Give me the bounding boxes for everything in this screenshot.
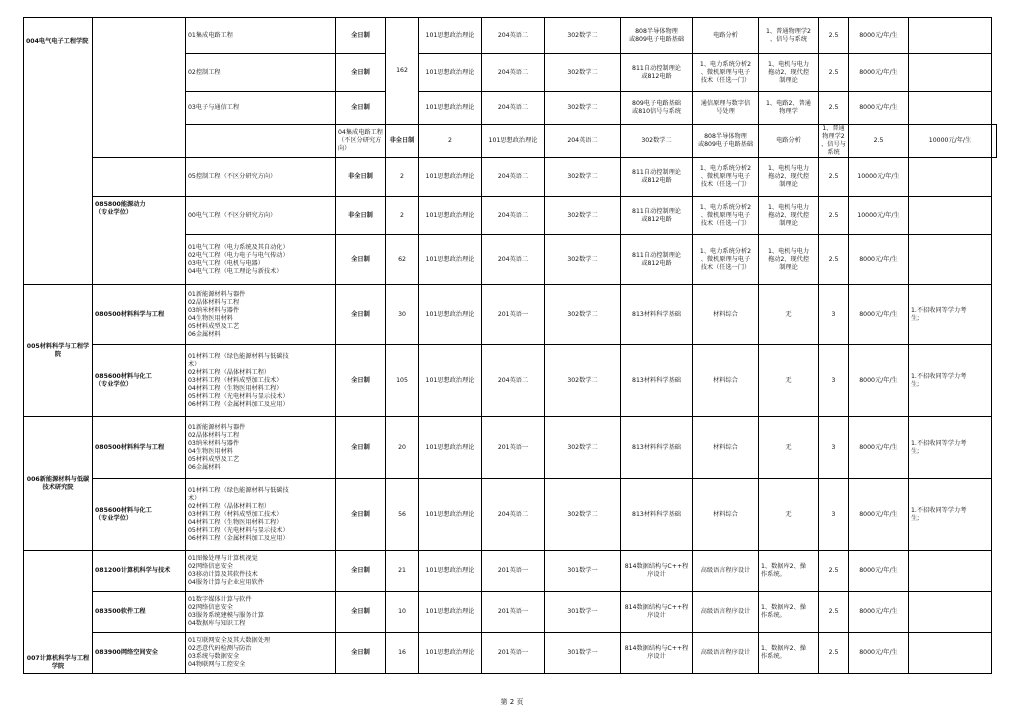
english-cell: 204英语二 xyxy=(482,197,545,235)
math-cell: 302数学二 xyxy=(621,125,693,158)
years-cell: 3 xyxy=(819,479,849,551)
table-row xyxy=(24,417,997,479)
politics-cell: 101思想政治理论 xyxy=(419,92,482,125)
page-number: 第 2 页 xyxy=(500,698,524,706)
english-cell: 204英语二 xyxy=(482,235,545,285)
specialty-cell: 814数据结构与C++程 序设计 xyxy=(621,551,693,592)
retest-cell: 1、电力系统分析2 、微机原理与电子 技术（任选一门） xyxy=(693,197,759,235)
english-cell: 204英语二 xyxy=(482,18,545,54)
years-cell: 2.5 xyxy=(819,18,849,54)
extra-test-cell: 1、电机与电力 拖动2、现代控 制理论 xyxy=(759,158,819,197)
politics-cell: 101思想政治理论 xyxy=(419,197,482,235)
direction-cell: 01图像处理与计算机视觉 02网络信息安全 03移动计算及其软件技术 04服务计算与企业应用软件 xyxy=(186,551,336,592)
quota-cell: 2 xyxy=(386,197,419,235)
politics-cell: 101思想政治理论 xyxy=(419,345,482,417)
direction-cell: 00电气工程（不区分研究方向） xyxy=(186,197,336,235)
quota-cell: 21 xyxy=(386,551,419,592)
math-cell: 302数学二 xyxy=(545,197,621,235)
quota-cell: 10 xyxy=(386,592,419,633)
major-cell: 081200计算机科学与技术 xyxy=(93,551,186,592)
tuition-cell: 10000元/年/生 xyxy=(909,125,992,158)
direction-cell: 04集成电路工程（不区分研究方向） xyxy=(336,125,386,158)
specialty-cell: 814数据结构与C++程 序设计 xyxy=(621,633,693,674)
note-cell xyxy=(909,592,992,633)
study-mode-cell: 全日制 xyxy=(336,345,386,417)
note-cell xyxy=(909,158,992,197)
major-cell xyxy=(93,54,186,158)
tuition-cell: 8000元/年/生 xyxy=(849,285,909,345)
quota-cell: 56 xyxy=(386,479,419,551)
years-cell: 2.5 xyxy=(819,197,849,235)
tuition-cell: 8000元/年/生 xyxy=(849,417,909,479)
table-row xyxy=(24,345,997,417)
politics-cell: 101思想政治理论 xyxy=(419,633,482,674)
table-row xyxy=(24,592,997,633)
retest-cell: 电路分析 xyxy=(693,18,759,54)
specialty-cell: 811自动控制理论 或812电路 xyxy=(621,158,693,197)
retest-cell: 高级语言程序设计 xyxy=(693,592,759,633)
english-cell: 201英语一 xyxy=(482,592,545,633)
specialty-cell: 808半导体物理 或809电子电路基础 xyxy=(693,125,759,158)
specialty-cell: 813材料科学基础 xyxy=(621,417,693,479)
direction-cell: 05控制工程（不区分研究方向） xyxy=(186,158,336,197)
table-row xyxy=(24,197,997,235)
specialty-cell: 809电子电路基础 或810信号与系统 xyxy=(621,92,693,125)
extra-test-cell: 无 xyxy=(759,417,819,479)
retest-cell: 通信原理与数字信 号处理 xyxy=(693,92,759,125)
major-cell: 085800能源动力 （专业学位） xyxy=(93,197,186,285)
tuition-cell: 8000元/年/生 xyxy=(849,18,909,54)
math-cell: 302数学二 xyxy=(545,417,621,479)
extra-test-cell: 1、电机与电力 拖动2、现代控 制理论 xyxy=(759,235,819,285)
direction-cell: 01电气工程（电力系统及其自动化） 02电气工程（电力电子与电气传动） 03电气工程（电机与电器） 04电气工程（电工理论与新技术） xyxy=(186,235,336,285)
specialty-cell: 811自动控制理论 或812电路 xyxy=(621,235,693,285)
tuition-cell: 10000元/年/生 xyxy=(849,158,909,197)
english-cell: 201英语一 xyxy=(482,551,545,592)
study-mode-cell: 全日制 xyxy=(336,92,386,125)
retest-cell: 材料综合 xyxy=(693,479,759,551)
tuition-cell: 8000元/年/生 xyxy=(849,551,909,592)
tuition-cell: 8000元/年/生 xyxy=(849,92,909,125)
years-cell: 2.5 xyxy=(819,551,849,592)
quota-cell: 105 xyxy=(386,345,419,417)
college-cell: 006新能源材料与低碳技术研究院 xyxy=(24,417,93,551)
english-cell: 201英语一 xyxy=(482,417,545,479)
specialty-cell: 811自动控制理论 或812电路 xyxy=(621,197,693,235)
study-mode-cell: 全日制 xyxy=(336,551,386,592)
years-cell: 2.5 xyxy=(819,633,849,674)
college-cell: 004电气电子工程学院 xyxy=(24,18,93,285)
retest-cell: 1、电力系统分析2 、微机原理与电子 技术（任选一门） xyxy=(693,235,759,285)
extra-test-cell: 1、普通物理学2 、信号与系统 xyxy=(819,125,849,158)
tuition-cell: 10000元/年/生 xyxy=(849,197,909,235)
retest-cell: 1、电力系统分析2 、微机原理与电子 技术（任选一门） xyxy=(693,158,759,197)
english-cell: 201英语一 xyxy=(482,285,545,345)
politics-cell: 101思想政治理论 xyxy=(419,285,482,345)
major-cell: 083900网络空间安全 xyxy=(93,633,186,674)
politics-cell: 101思想政治理论 xyxy=(419,18,482,54)
study-mode-cell: 全日制 xyxy=(336,592,386,633)
study-mode-cell: 全日制 xyxy=(336,479,386,551)
note-cell xyxy=(909,235,992,285)
politics-cell: 101思想政治理论 xyxy=(419,479,482,551)
english-cell: 204英语二 xyxy=(482,345,545,417)
major-cell xyxy=(93,18,186,54)
math-cell: 301数学一 xyxy=(545,633,621,674)
table-row xyxy=(24,479,997,551)
direction-cell: 01新能源材料与器件 02晶体材料与工程 03纳米材料与器件 04生物医用材料 05材料成型及工艺 06金属材料 xyxy=(186,417,336,479)
extra-test-cell: 1、数据库2、操 作系统。 xyxy=(759,633,819,674)
specialty-cell: 811自动控制理论 或812电路 xyxy=(621,54,693,92)
politics-cell: 101思想政治理论 xyxy=(419,158,482,197)
major-cell: 085600材料与化工 （专业学位） xyxy=(93,345,186,417)
extra-test-cell: 无 xyxy=(759,479,819,551)
table-row xyxy=(24,551,997,592)
table-row xyxy=(24,633,997,674)
tuition-cell: 8000元/年/生 xyxy=(849,345,909,417)
years-cell: 2.5 xyxy=(819,235,849,285)
math-cell: 302数学二 xyxy=(545,54,621,92)
major-cell xyxy=(186,125,336,158)
tuition-cell: 8000元/年/生 xyxy=(849,479,909,551)
politics-cell: 101思想政治理论 xyxy=(419,592,482,633)
years-cell: 3 xyxy=(819,285,849,345)
note-cell: 1.不招收同等学力考 生; xyxy=(909,285,992,345)
quota-cell: 16 xyxy=(386,633,419,674)
table-row xyxy=(24,54,997,92)
tuition-cell: 8000元/年/生 xyxy=(849,592,909,633)
study-mode-cell: 非全日制 xyxy=(336,158,386,197)
retest-cell: 材料综合 xyxy=(693,345,759,417)
table-row xyxy=(24,18,997,54)
note-cell xyxy=(909,197,992,235)
years-cell: 2.5 xyxy=(819,592,849,633)
retest-cell: 1、电力系统分析2 、微机原理与电子 技术（任选一门） xyxy=(693,54,759,92)
math-cell: 301数学一 xyxy=(545,551,621,592)
college-cell: 007计算机科学与工程学院 xyxy=(24,551,93,674)
years-cell: 2.5 xyxy=(819,54,849,92)
major-cell: 083500软件工程 xyxy=(93,592,186,633)
math-cell: 302数学二 xyxy=(545,18,621,54)
study-mode-cell: 全日制 xyxy=(336,285,386,345)
note-cell xyxy=(992,125,997,158)
english-cell: 201英语一 xyxy=(482,633,545,674)
table-row xyxy=(24,158,997,197)
catalog-table xyxy=(23,17,997,674)
retest-cell: 材料综合 xyxy=(693,285,759,345)
retest-cell: 高级语言程序设计 xyxy=(693,551,759,592)
extra-test-cell: 1、数据库2、操 作系统。 xyxy=(759,592,819,633)
quota-cell: 30 xyxy=(386,285,419,345)
math-cell: 302数学二 xyxy=(545,479,621,551)
study-mode-cell: 全日制 xyxy=(336,235,386,285)
direction-cell: 02控制工程 xyxy=(186,54,336,92)
politics-cell: 101思想政治理论 xyxy=(482,125,545,158)
math-cell: 302数学二 xyxy=(545,158,621,197)
quota-cell: 62 xyxy=(386,235,419,285)
math-cell: 302数学二 xyxy=(545,285,621,345)
direction-cell: 03电子与通信工程 xyxy=(186,92,336,125)
note-cell xyxy=(909,92,992,125)
quota-cell: 20 xyxy=(386,417,419,479)
specialty-cell: 813材料科学基础 xyxy=(621,345,693,417)
years-cell: 2.5 xyxy=(849,125,909,158)
math-cell: 302数学二 xyxy=(545,235,621,285)
direction-cell: 01数字媒体计算与软件 02网络信息安全 03服务系统建模与服务计算 04数据库与知识工程 xyxy=(186,592,336,633)
english-cell: 204英语二 xyxy=(545,125,621,158)
politics-cell: 101思想政治理论 xyxy=(419,235,482,285)
retest-cell: 材料综合 xyxy=(693,417,759,479)
note-cell xyxy=(909,54,992,92)
note-cell: 1.不招收同等学力考 生; xyxy=(909,479,992,551)
note-cell xyxy=(909,18,992,54)
note-cell: 1.不招收同等学力考 生; xyxy=(909,417,992,479)
note-cell xyxy=(909,551,992,592)
study-mode-cell: 全日制 xyxy=(336,633,386,674)
direction-cell: 01材料工程（绿色能源材料与低碳技 术） 02材料工程（晶体材料工程） 03材料工程（材料成型加工技术） 04材料工程（生物医用材料工程） 05材料工程（光电材料与显示技术） 06材料工程（金属材料加工及应用） xyxy=(186,345,336,417)
extra-test-cell: 1、数据库2、操 作系统。 xyxy=(759,551,819,592)
major-cell: 080500材料科学与工程 xyxy=(93,417,186,479)
math-cell: 302数学二 xyxy=(545,345,621,417)
years-cell: 3 xyxy=(819,417,849,479)
specialty-cell: 814数据结构与C++程 序设计 xyxy=(621,592,693,633)
extra-test-cell: 1、电机与电力 拖动2、现代控 制理论 xyxy=(759,197,819,235)
extra-test-cell: 1、电机与电力 拖动2、现代控 制理论 xyxy=(759,54,819,92)
extra-test-cell: 1、普通物理学2 、信号与系统 xyxy=(759,18,819,54)
direction-cell: 01互联网安全及其大数据处理 02恶意代码检测与防治 03系统与数据安全 04物联网与工控安全 xyxy=(186,633,336,674)
specialty-cell: 813材料科学基础 xyxy=(621,285,693,345)
retest-cell: 高级语言程序设计 xyxy=(693,633,759,674)
note-cell xyxy=(909,633,992,674)
quota-cell: 162 xyxy=(386,18,419,125)
major-cell: 085600材料与化工 （专业学位） xyxy=(93,479,186,551)
retest-cell: 电路分析 xyxy=(759,125,819,158)
specialty-cell: 808半导体物理 或809电子电路基础 xyxy=(621,18,693,54)
table-row xyxy=(24,285,997,345)
extra-test-cell: 1、电路2、普通 物理学 xyxy=(759,92,819,125)
years-cell: 2.5 xyxy=(819,92,849,125)
extra-test-cell: 无 xyxy=(759,345,819,417)
study-mode-cell: 全日制 xyxy=(336,18,386,54)
quota-cell: 2 xyxy=(386,158,419,197)
english-cell: 204英语二 xyxy=(482,54,545,92)
politics-cell: 101思想政治理论 xyxy=(419,54,482,92)
years-cell: 3 xyxy=(819,345,849,417)
english-cell: 204英语二 xyxy=(482,92,545,125)
tuition-cell: 8000元/年/生 xyxy=(849,235,909,285)
direction-cell: 01新能源材料与器件 02晶体材料与工程 03纳米材料与器件 04生物医用材料 05材料成型及工艺 06金属材料 xyxy=(186,285,336,345)
years-cell: 2.5 xyxy=(819,158,849,197)
study-mode-cell: 全日制 xyxy=(336,417,386,479)
major-cell: 080500材料科学与工程 xyxy=(93,285,186,345)
tuition-cell: 8000元/年/生 xyxy=(849,633,909,674)
study-mode-cell: 全日制 xyxy=(336,54,386,92)
quota-cell: 2 xyxy=(419,125,482,158)
english-cell: 204英语二 xyxy=(482,158,545,197)
direction-cell: 01材料工程（绿色能源材料与低碳技 术） 02材料工程（晶体材料工程） 03材料工程（材料成型加工技术） 04材料工程（生物医用材料工程） 05材料工程（光电材料与显示技术） 06材料工程（金属材料加工及应用） xyxy=(186,479,336,551)
politics-cell: 101思想政治理论 xyxy=(419,551,482,592)
politics-cell: 101思想政治理论 xyxy=(419,417,482,479)
tuition-cell: 8000元/年/生 xyxy=(849,54,909,92)
extra-test-cell: 无 xyxy=(759,285,819,345)
math-cell: 302数学二 xyxy=(545,92,621,125)
english-cell: 204英语二 xyxy=(482,479,545,551)
note-cell: 1.不招收同等学力考 生; xyxy=(909,345,992,417)
math-cell: 301数学一 xyxy=(545,592,621,633)
specialty-cell: 813材料科学基础 xyxy=(621,479,693,551)
major-cell xyxy=(93,158,186,197)
direction-cell: 01集成电路工程 xyxy=(186,18,336,54)
study-mode-cell: 非全日制 xyxy=(386,125,419,158)
college-cell: 005材料科学与工程学院 xyxy=(24,285,93,417)
study-mode-cell: 非全日制 xyxy=(336,197,386,235)
